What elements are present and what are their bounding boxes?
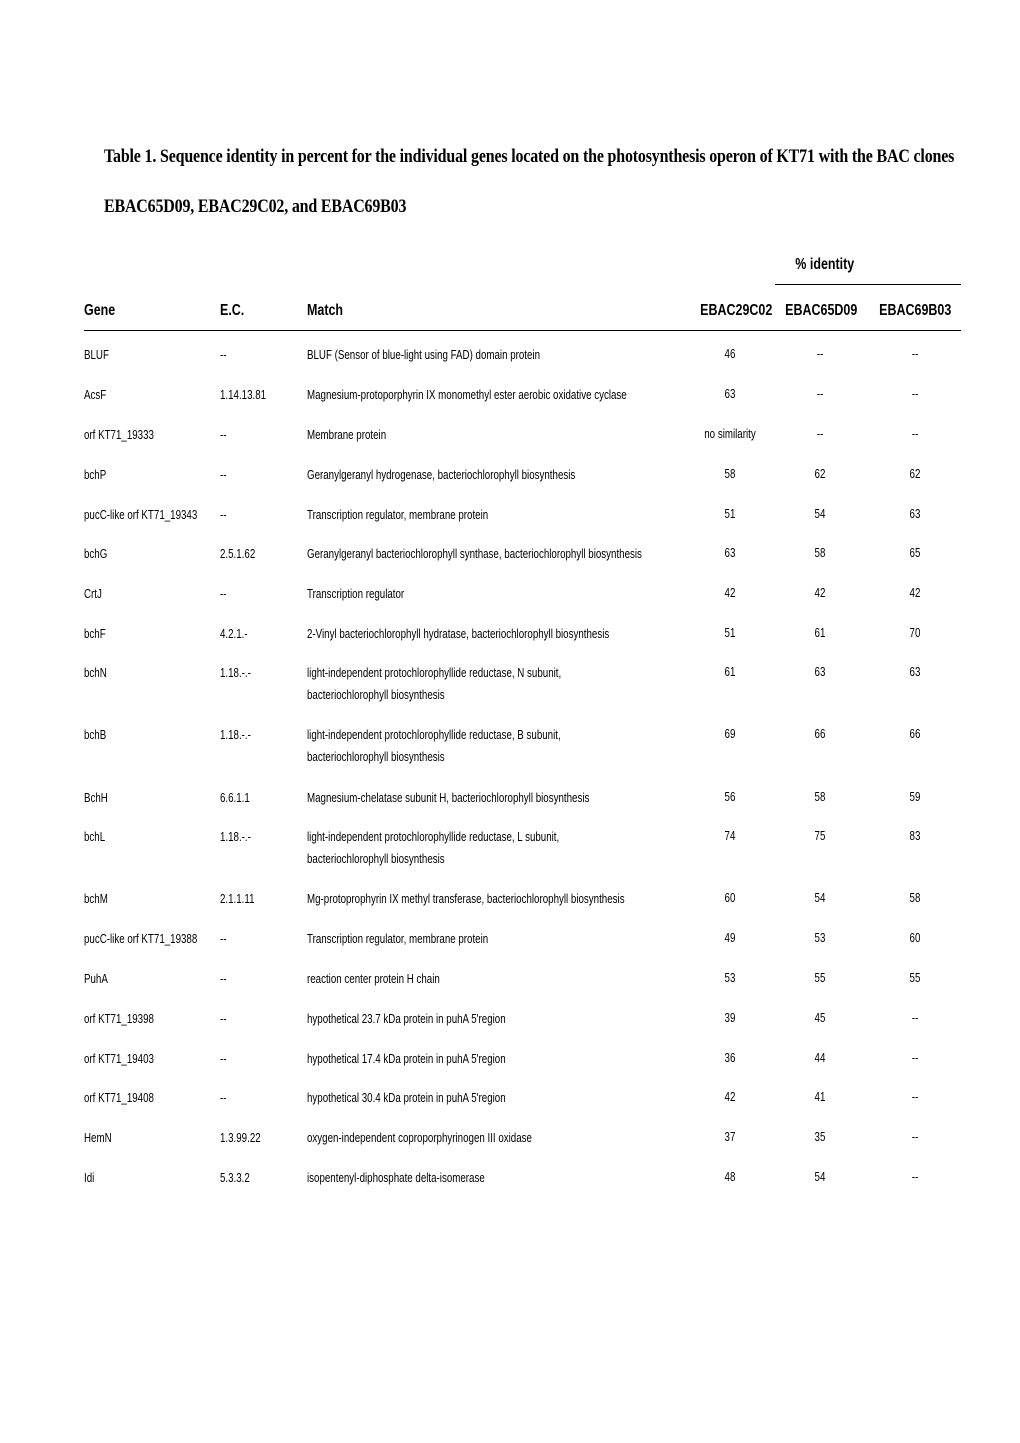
cell-ebac29c02: 51 (724, 626, 736, 640)
cell-ebac65d09: 75 (814, 829, 826, 843)
cell-gene: PuhA (84, 972, 108, 986)
cell-ebac65d09: 54 (814, 891, 826, 905)
cell-ec: 1.18.-.- (220, 830, 251, 844)
cell-ebac69b03: -- (911, 387, 919, 401)
cell-ec: -- (220, 508, 227, 522)
cell-ebac29c02: 51 (724, 507, 736, 521)
cell-ec: 2.5.1.62 (220, 547, 256, 561)
cell-gene: orf KT71_19408 (84, 1091, 154, 1105)
cell-match: BLUF (Sensor of blue-light using FAD) domain protein (307, 348, 541, 362)
cell-ec: -- (220, 348, 227, 362)
column-header-match: Match (307, 302, 344, 319)
cell-ebac29c02: 58 (724, 467, 736, 481)
cell-ebac29c02: 74 (724, 829, 736, 843)
cell-ebac69b03: -- (911, 1051, 919, 1065)
cell-match: light-independent protochlorophyllide reductase, N subunit, bacteriochlorophyll biosynthesis (307, 666, 562, 702)
cell-ebac29c02: 42 (724, 1090, 736, 1104)
cell-ebac69b03: 83 (909, 829, 921, 843)
cell-match: hypothetical 23.7 kDa protein in puhA 5'region (307, 1012, 506, 1026)
cell-gene: BLUF (84, 348, 109, 362)
cell-ebac29c02: 48 (724, 1170, 736, 1184)
cell-ebac69b03: -- (911, 427, 919, 441)
cell-match: reaction center protein H chain (307, 972, 440, 986)
cell-gene: CrtJ (84, 587, 102, 601)
cell-match: Geranylgeranyl hydrogenase, bacteriochlorophyll biosynthesis (307, 468, 576, 482)
cell-ebac29c02: 61 (724, 665, 736, 679)
cell-ec: 1.3.99.22 (220, 1131, 261, 1145)
cell-gene: bchG (84, 547, 108, 561)
identity-group-header: % identity (795, 256, 855, 273)
cell-ebac65d09: -- (816, 387, 824, 401)
cell-ec: 1.18.-.- (220, 728, 251, 742)
cell-ebac69b03: 65 (909, 546, 921, 560)
cell-match: Membrane protein (307, 428, 387, 442)
cell-ec: 1.18.-.- (220, 666, 251, 680)
cell-ebac65d09: 66 (814, 727, 826, 741)
cell-ebac69b03: -- (911, 1170, 919, 1184)
column-header-ec: E.C. (220, 302, 245, 319)
cell-ebac65d09: -- (816, 347, 824, 361)
cell-ebac29c02: 69 (724, 727, 736, 741)
cell-ec: -- (220, 468, 227, 482)
table-caption-line-2: EBAC65D09, EBAC29C02, and EBAC69B03 (104, 196, 407, 217)
cell-ebac65d09: 62 (814, 467, 826, 481)
cell-match: Transcription regulator, membrane protein (307, 508, 489, 522)
cell-gene: bchM (84, 892, 108, 906)
cell-ebac29c02: 37 (724, 1130, 736, 1144)
cell-ebac29c02: 49 (724, 931, 736, 945)
cell-ec: -- (220, 1012, 227, 1026)
cell-match: Transcription regulator, membrane protein (307, 932, 489, 946)
cell-gene: bchB (84, 728, 107, 742)
cell-ebac69b03: 59 (909, 790, 921, 804)
cell-ebac29c02: 36 (724, 1051, 736, 1065)
cell-match: Mg-protoprophyrin IX methyl transferase, bacteriochlorophyll biosynthesis (307, 892, 625, 906)
cell-ec: 1.14.13.81 (220, 388, 267, 402)
cell-match: hypothetical 17.4 kDa protein in puhA 5'region (307, 1052, 506, 1066)
cell-ebac65d09: 45 (814, 1011, 826, 1025)
cell-ebac69b03: -- (911, 1130, 919, 1144)
cell-gene: HemN (84, 1131, 112, 1145)
cell-gene: orf KT71_19398 (84, 1012, 154, 1026)
cell-ebac65d09: 54 (814, 507, 826, 521)
header-rule (84, 330, 961, 331)
cell-gene: AcsF (84, 388, 107, 402)
cell-ec: 5.3.3.2 (220, 1171, 250, 1185)
column-header-ebac29c02: EBAC29C02 (700, 302, 773, 319)
cell-gene: pucC-like orf KT71_19343 (84, 508, 198, 522)
cell-ebac69b03: 63 (909, 665, 921, 679)
cell-ebac65d09: 58 (814, 546, 826, 560)
cell-match: light-independent protochlorophyllide reductase, L subunit, bacteriochlorophyll biosynthesis (307, 830, 560, 866)
cell-match: Transcription regulator (307, 587, 405, 601)
cell-ebac69b03: 66 (909, 727, 921, 741)
cell-gene: orf KT71_19403 (84, 1052, 154, 1066)
cell-ebac69b03: 70 (909, 626, 921, 640)
column-header-gene: Gene (84, 302, 116, 319)
cell-ebac65d09: 63 (814, 665, 826, 679)
cell-ebac29c02: 63 (724, 546, 736, 560)
cell-gene: Idi (84, 1171, 95, 1185)
cell-match: 2-Vinyl bacteriochlorophyll hydratase, bacteriochlorophyll biosynthesis (307, 627, 610, 641)
cell-ebac29c02: 42 (724, 586, 736, 600)
identity-group-rule (775, 284, 961, 285)
cell-ebac65d09: 42 (814, 586, 826, 600)
cell-ebac29c02: no similarity (704, 427, 756, 441)
cell-ec: -- (220, 1091, 227, 1105)
cell-ec: -- (220, 587, 227, 601)
cell-ebac65d09: 35 (814, 1130, 826, 1144)
cell-ebac65d09: 41 (814, 1090, 826, 1104)
cell-gene: bchP (84, 468, 107, 482)
cell-match: hypothetical 30.4 kDa protein in puhA 5'region (307, 1091, 506, 1105)
cell-gene: bchF (84, 627, 106, 641)
cell-gene: bchN (84, 666, 107, 680)
cell-ebac29c02: 39 (724, 1011, 736, 1025)
cell-ebac29c02: 46 (724, 347, 736, 361)
table-caption-line-1: Table 1. Sequence identity in percent for the individual genes located on the photosynthesis operon of KT71 with the BAC clones (104, 146, 955, 167)
cell-match: light-independent protochlorophyllide reductase, B subunit, bacteriochlorophyll biosynthesis (307, 728, 561, 764)
cell-ebac69b03: -- (911, 347, 919, 361)
cell-match: Magnesium-chelatase subunit H, bacteriochlorophyll biosynthesis (307, 791, 590, 805)
cell-ebac69b03: 60 (909, 931, 921, 945)
cell-ebac69b03: 62 (909, 467, 921, 481)
cell-ebac65d09: 58 (814, 790, 826, 804)
cell-ebac69b03: 42 (909, 586, 921, 600)
cell-ec: -- (220, 972, 227, 986)
cell-gene: pucC-like orf KT71_19388 (84, 932, 198, 946)
cell-ebac69b03: -- (911, 1090, 919, 1104)
cell-ebac65d09: 54 (814, 1170, 826, 1184)
cell-ec: 2.1.1.11 (220, 892, 255, 906)
cell-ebac69b03: 63 (909, 507, 921, 521)
cell-ebac29c02: 60 (724, 891, 736, 905)
column-header-ebac65d09: EBAC65D09 (785, 302, 858, 319)
cell-ec: 4.2.1.- (220, 627, 248, 641)
cell-ebac65d09: 44 (814, 1051, 826, 1065)
cell-gene: BchH (84, 791, 108, 805)
cell-ebac65d09: 55 (814, 971, 826, 985)
cell-match: oxygen-independent coproporphyrinogen III oxidase (307, 1131, 532, 1145)
cell-ebac29c02: 63 (724, 387, 736, 401)
cell-match: Geranylgeranyl bacteriochlorophyll synthase, bacteriochlorophyll biosynthesis (307, 547, 642, 561)
cell-ebac65d09: 61 (814, 626, 826, 640)
cell-ec: -- (220, 428, 227, 442)
cell-ebac69b03: -- (911, 1011, 919, 1025)
cell-ebac69b03: 58 (909, 891, 921, 905)
cell-ebac29c02: 56 (724, 790, 736, 804)
cell-ebac65d09: -- (816, 427, 824, 441)
cell-gene: orf KT71_19333 (84, 428, 154, 442)
column-header-ebac69b03: EBAC69B03 (879, 302, 952, 319)
cell-ebac65d09: 53 (814, 931, 826, 945)
cell-ec: 6.6.1.1 (220, 791, 250, 805)
cell-ec: -- (220, 1052, 227, 1066)
cell-match: Magnesium-protoporphyrin IX monomethyl ester aerobic oxidative cyclase (307, 388, 627, 402)
cell-ec: -- (220, 932, 227, 946)
cell-ebac69b03: 55 (909, 971, 921, 985)
cell-gene: bchL (84, 830, 106, 844)
cell-ebac29c02: 53 (724, 971, 736, 985)
cell-match: isopentenyl-diphosphate delta-isomerase (307, 1171, 485, 1185)
